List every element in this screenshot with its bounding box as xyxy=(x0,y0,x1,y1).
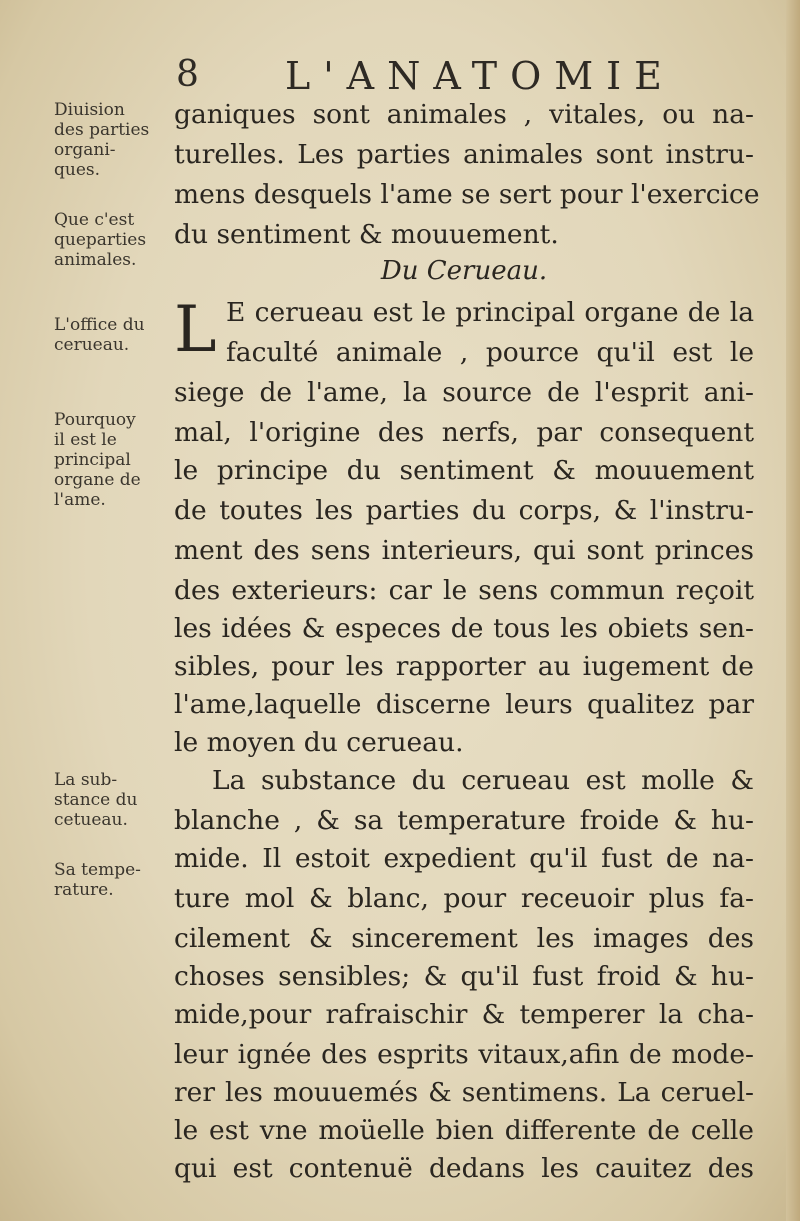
text-line: E cerueau est le principal organe de la xyxy=(226,297,754,328)
text-line: rer les mouuemés & sentimens. La ceruel- xyxy=(174,1077,754,1108)
page-edge xyxy=(786,0,800,1221)
running-title: L'ANATOMIE xyxy=(285,54,675,98)
text-line: mide,pour rafraischir & temperer la cha- xyxy=(174,999,754,1030)
text-line: l'ame,laquelle discerne leurs qualitez par xyxy=(174,689,754,720)
text-line: choses sensibles; & qu'il fust froid & hu- xyxy=(174,961,754,992)
drop-cap: L xyxy=(174,293,217,367)
page-number: 8 xyxy=(176,54,199,95)
text-line: des exterieurs: car le sens commun reçoit xyxy=(174,575,754,606)
text-line: mide. Il estoit expedient qu'il fust de na- xyxy=(174,843,754,874)
text-line: mal, l'origine des nerfs, par consequent xyxy=(174,417,754,448)
text-line: ment des sens interieurs, qui sont princes xyxy=(174,535,754,566)
text-line: faculté animale , pource qu'il est le xyxy=(226,337,754,368)
text-line: le est vne moüelle bien differente de celle xyxy=(174,1115,754,1146)
text-line: La substance du cerueau est molle & xyxy=(212,765,754,796)
text-line: du sentiment & mouuement. xyxy=(174,219,559,250)
section-heading: Du Cerueau. xyxy=(380,256,548,286)
text-line: ganiques sont animales , vitales, ou na- xyxy=(174,99,754,130)
page-header xyxy=(0,52,800,100)
text-line: turelles. Les parties animales sont instru- xyxy=(174,139,754,170)
margin-note: Que c'est queparties animales. xyxy=(54,210,147,270)
text-line: mens desquels l'ame se sert pour l'exercice xyxy=(174,179,760,210)
text-line: de toutes les parties du corps, & l'instru- xyxy=(174,495,754,526)
text-line: leur ignée des esprits vitaux,afin de mode- xyxy=(174,1039,754,1070)
text-line: sibles, pour les rapporter au iugement de xyxy=(174,651,754,682)
text-line: les idées & especes de tous les obiets sen- xyxy=(174,613,754,644)
margin-note: L'office du cerueau. xyxy=(54,315,145,355)
margin-note: Diuision des parties organi- ques. xyxy=(54,100,150,180)
text-line: ture mol & blanc, pour receuoir plus fa- xyxy=(174,883,754,914)
text-line: cilement & sincerement les images des xyxy=(174,923,754,954)
text-line: siege de l'ame, la source de l'esprit ani- xyxy=(174,377,754,408)
text-line: le principe du sentiment & mouuement xyxy=(174,455,754,486)
text-line: qui est contenuë dedans les cauitez des xyxy=(174,1153,754,1184)
margin-note: Sa tempe- rature. xyxy=(54,860,141,900)
margin-note: Pourquoy il est le principal organe de l'ame. xyxy=(54,410,141,510)
text-line: blanche , & sa temperature froide & hu- xyxy=(174,805,754,836)
text-line: le moyen du cerueau. xyxy=(174,727,464,758)
margin-note: La sub- stance du cetueau. xyxy=(54,770,138,830)
